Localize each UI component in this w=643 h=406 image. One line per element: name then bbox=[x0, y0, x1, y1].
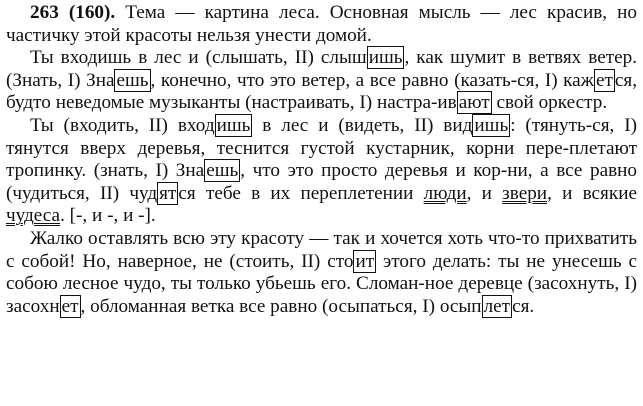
p1-text-5: свой оркестр. bbox=[491, 92, 608, 114]
paragraph-2 bbox=[6, 115, 637, 228]
ending-box: ишь bbox=[216, 114, 251, 136]
p2-text-6: , и bbox=[466, 182, 503, 204]
p1-text-3: , конечно, что это ветер, а все равно (казать-ся, I) каж bbox=[150, 69, 594, 91]
paragraph-3 bbox=[6, 228, 637, 318]
subject-underlined: чудеса bbox=[6, 205, 61, 227]
p2-text-5: ся тебе в их переплетении bbox=[178, 182, 424, 204]
p2-text-1: Ты (входить, II) вход bbox=[30, 114, 215, 136]
ending-box: ешь bbox=[116, 69, 149, 91]
p2-text-8: . [-, и -, и -]. bbox=[60, 205, 156, 227]
ending-box: ишь bbox=[368, 47, 403, 69]
paragraph-1 bbox=[6, 47, 637, 115]
ending-box: ишь bbox=[474, 114, 509, 136]
p3-text-4: ся. bbox=[512, 295, 535, 317]
p2-text-7: , и всякие bbox=[547, 182, 637, 204]
p3-text-3: , обломанная ветка все равно (осыпаться, I) осып bbox=[80, 295, 482, 317]
ending-box: ят bbox=[159, 182, 177, 204]
subject-underlined: звери bbox=[502, 182, 548, 204]
p3-text-2: этого делать: ты не унесешь с собою лесное чудо, ты только убьешь его. Сломан-ное деревце (засохнуть, I) засохн bbox=[6, 250, 638, 317]
exercise-number: 263 (160). bbox=[30, 2, 116, 23]
ending-box: лет bbox=[483, 295, 511, 317]
subject-underlined: люди bbox=[423, 182, 467, 204]
ending-box: ит bbox=[355, 250, 375, 272]
p3-text-1: Жалко оставлять всю эту красоту — так и хочется хоть что-то прихватить с собой! Но, наверное, не (стоить, II) сто bbox=[6, 227, 637, 272]
p1-text-4: ся, будто неведомые музыканты (настраивать, I) настра-ив bbox=[6, 69, 637, 114]
p2-text-4: , что это просто деревья и кор-ни, а все равно (чудиться, II) чуд bbox=[6, 160, 638, 204]
ending-box: ет bbox=[61, 295, 79, 317]
p2-text-3: : (тянуть-ся, I) тянутся вверх деревья, теснится густой кустарник, корни пере-плетают тропинку. (знать, I) Зна bbox=[6, 114, 637, 182]
p1-text-1: Ты входишь в лес и (слышать, II) слыш bbox=[30, 47, 367, 69]
ending-box: ешь bbox=[206, 160, 239, 182]
ending-box: ет bbox=[595, 69, 613, 91]
p1-text-2: , как шумит в ветвях ветер. (Знать, I) Зна bbox=[6, 47, 637, 91]
ending-box: ают bbox=[458, 92, 490, 114]
exercise-header-paragraph bbox=[6, 2, 637, 47]
exercise-topic: Тема — картина леса. Основная мысль — лес красив, но частичку этой красоты нельзя унести домой. bbox=[6, 2, 637, 46]
p2-text-2: в лес и (видеть, II) вид bbox=[252, 114, 473, 136]
